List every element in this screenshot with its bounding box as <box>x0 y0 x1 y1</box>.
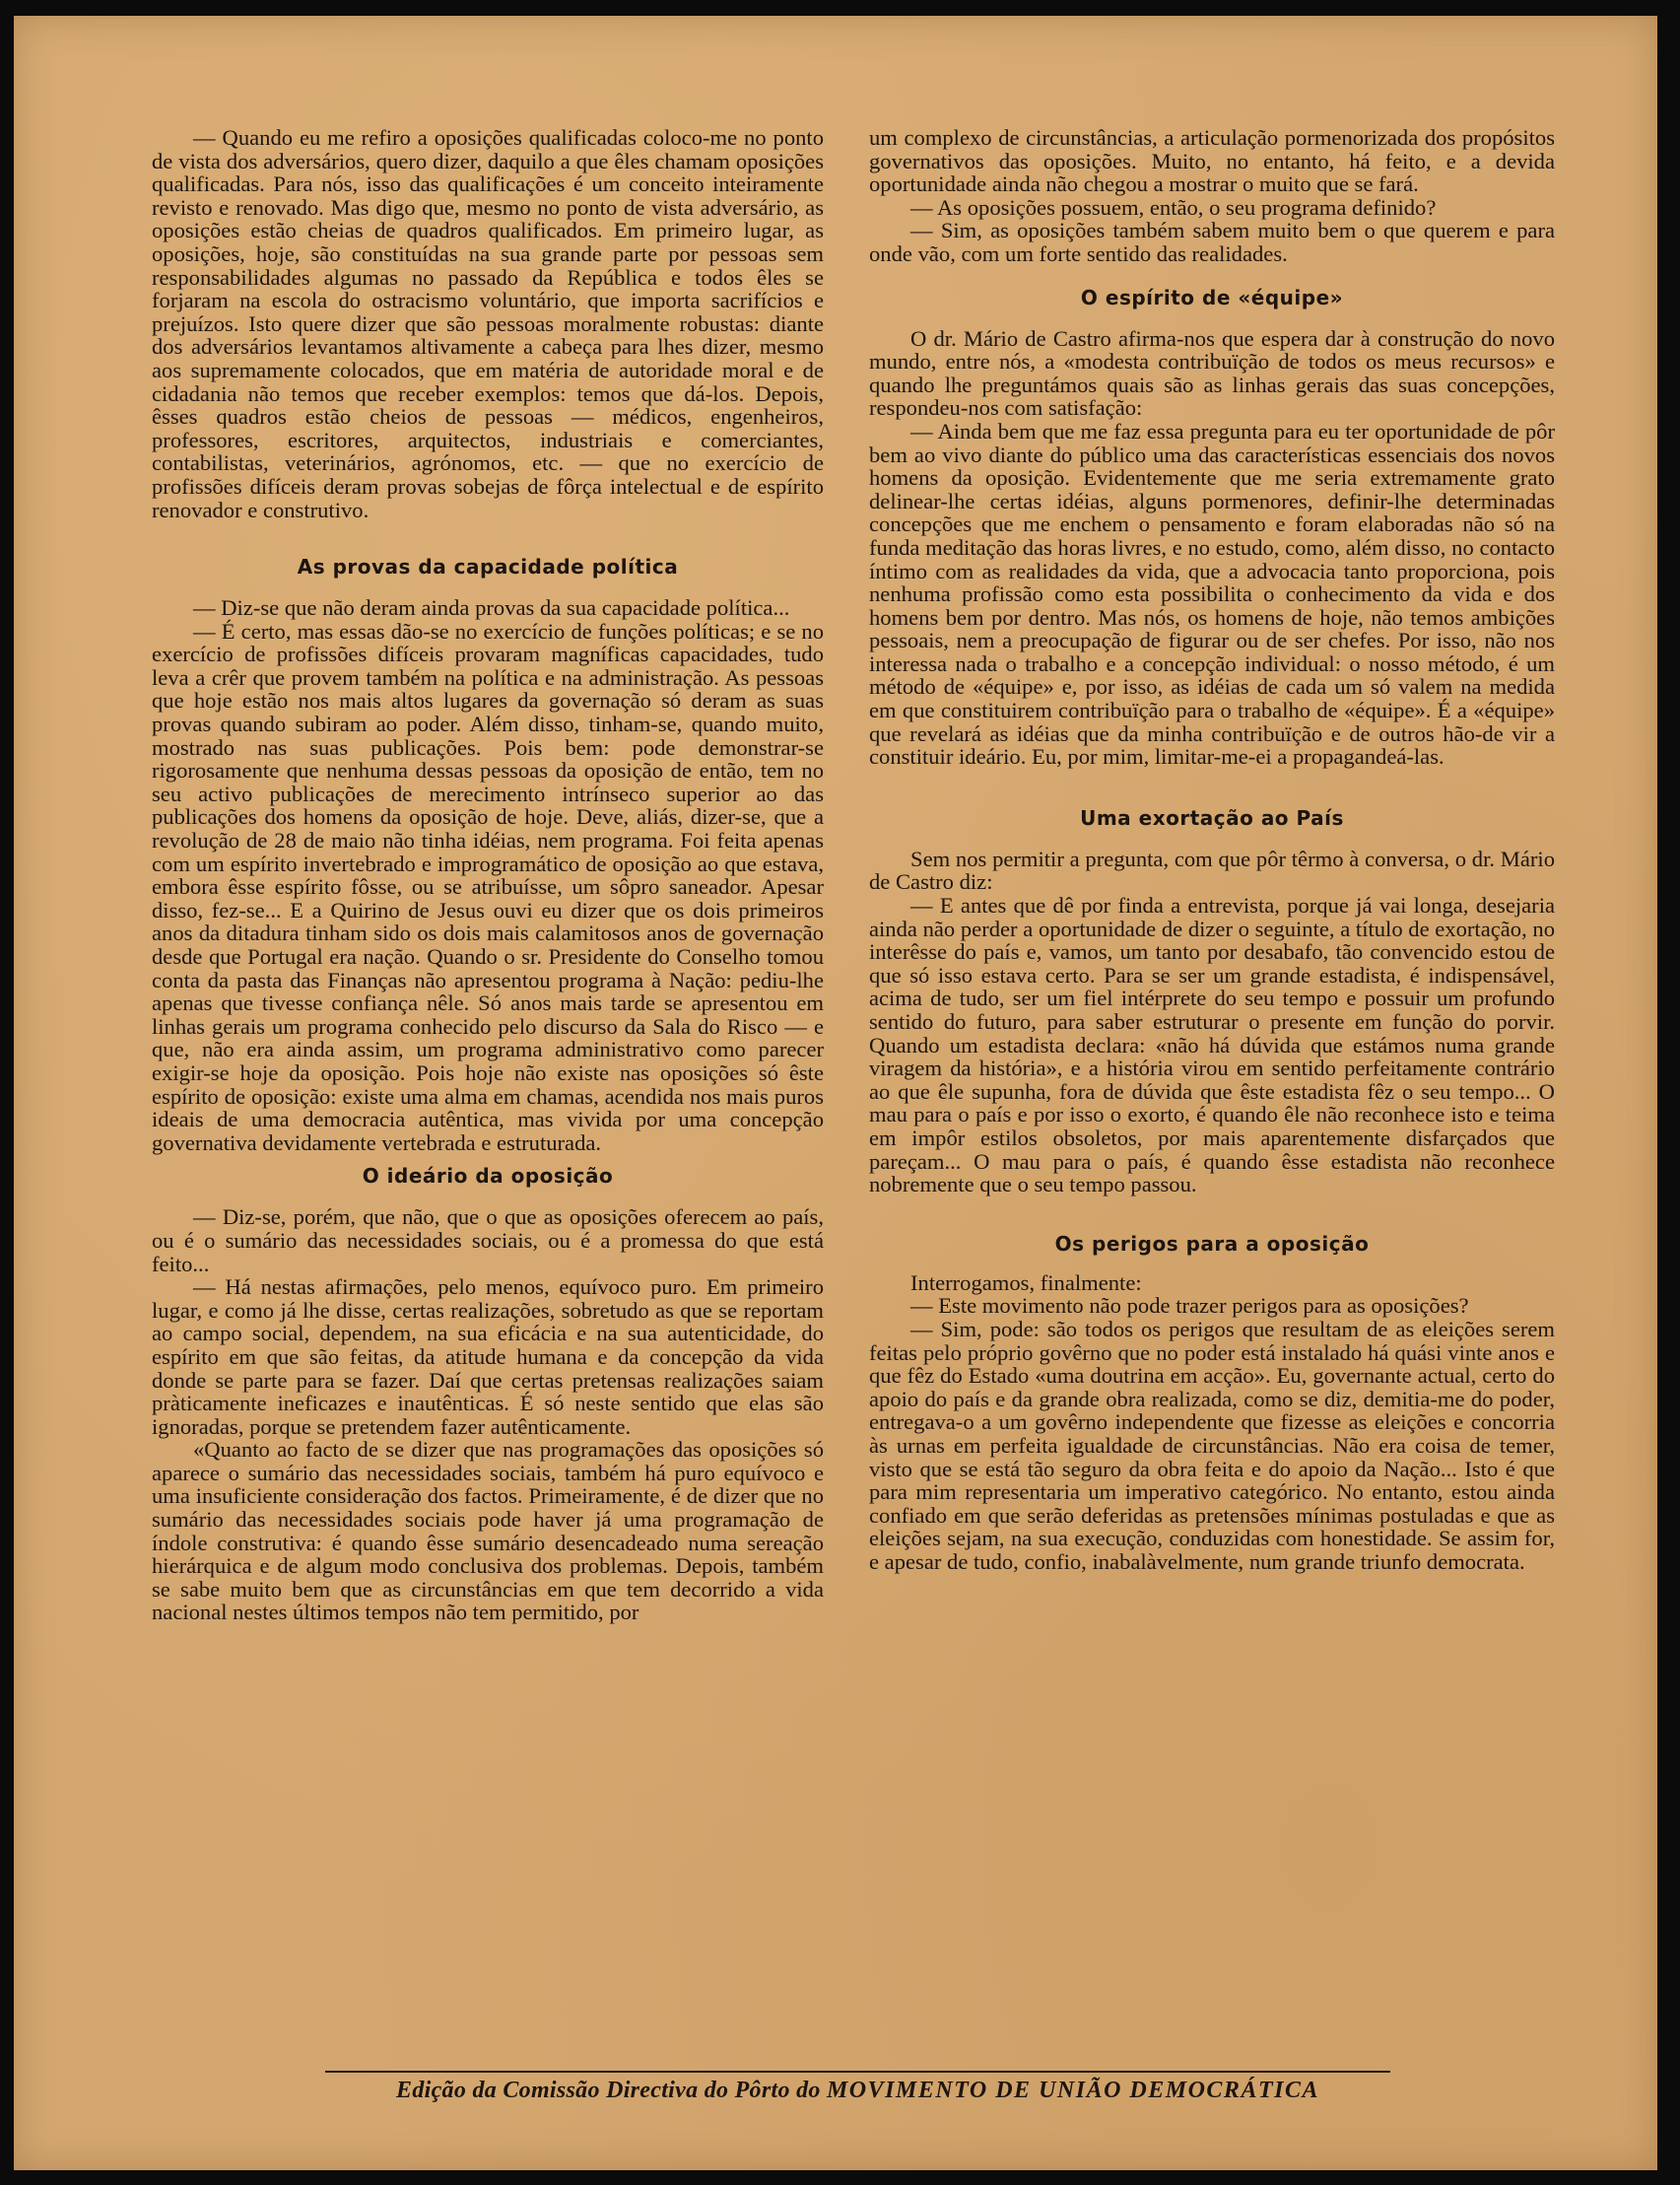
footer-prefix: Edição da Comissão Directiva do Pôrto do <box>396 2078 827 2103</box>
left-column <box>152 126 824 1624</box>
section-heading: Os perigos para a oposição <box>1054 1231 1370 1256</box>
footer-imprint <box>325 2078 1390 2104</box>
paragraph: — Este movimento não pode trazer perigos para as oposições? <box>910 1293 1469 1319</box>
section-heading: O ideário da oposição <box>362 1164 614 1189</box>
paragraph: — Quando eu me refiro a oposições qualificadas coloco-me no ponto de vista dos adversários, quero dizer, daquilo a que êles chamam oposições qualificadas. Para nós, isso das qualificações é um conceito inteiramente revisto e renovado. Mas digo que, mesmo no ponto de vista adversário, as oposições estão cheias de quadros qualificados. Em primeiro lugar, as oposições, hoje, são constituídas na sua grande parte por pessoas sem responsabilidades algumas no passado da República e todos êles se forjaram na escola do ostracismo voluntário, que importa sacrifícios e prejuízos. Isto quere dizer que são pessoas moralmente robustas: diante dos adversários levantamos altivamente a cabeça para lhes dizer, mesmo aos supremamente colocados, que em matéria de autoridade moral e de cidadania não temos que receber exemplos: temos que dá-los. Depois, êsses quadros estão cheios de pessoas — médicos, engenheiros, professores, escritores, arquitectos, industriais e comerciantes, contabilistas, veterinários, agrónomos, etc. — que no exercício de profissões difíceis deram provas sobejas de fôrça intelectual e de espírito renovador e construtivo. <box>152 125 824 522</box>
section-heading: As provas da capacidade política <box>297 555 679 580</box>
paragraph: — Diz-se que não deram ainda provas da sua capacidade política... <box>193 595 790 621</box>
document-page <box>14 16 1657 2170</box>
paragraph: Sem nos permitir a pregunta, com que pôr têrmo à conversa, o dr. Mário de Castro diz: <box>869 846 1555 895</box>
paragraph: — E antes que dê por finda a entrevista, porque já vai longa, desejaria ainda não perder a oportunidade de dizer o seguinte, a título de exortação, no interêsse do país e, vamos, um tanto por desabafo, tão convencido estou de que só isso estava certo. Para se ser um grande estadista, é indispensável, acima de tudo, ser um fiel intérprete do seu tempo e possuir um profundo sentido do futuro, para saber estruturar o presente em função do porvir. Quando um estadista declara: «não há dúvida que estámos numa grande viragem da história», e a história virou em sentido perfeitamente contrário ao que êle supunha, fora de dúvida que êste estadista fêz o seu tempo... O mau para o país e por isso o exorto, é quando êle não reconhece isto e teima em impôr estilos obsoletos, por mais aparentemente disfarçados que pareçam... O mau para o país, é quando êsse estadista não reconhece nobremente que o seu tempo passou. <box>869 893 1555 1197</box>
paragraph: Interrogamos, finalmente: <box>910 1269 1142 1295</box>
section-heading: Uma exortação ao País <box>1080 805 1344 830</box>
paragraph: — Sim, pode: são todos os perigos que resultam de as eleições serem feitas pelo próprio govêrno que no poder está instalado há quási vinte anos e que fêz do Estado «uma doutrina em acção». Eu, governante actual, certo do apoio do país e da grande obra realizada, como se diz, demitia-me do poder, entregava-o a um govêrno independente que fizesse as eleições e concorria às urnas em perfeita igualdade de circunstâncias. Não era coisa de temer, visto que se está tão seguro da obra feita e do apoio da Nação... Isto é que para mim representaria um imperativo categórico. No entanto, estou ainda confiado em que serão deferidas as pretensões mínimas postuladas e que as eleições sejam, na sua execução, conduzidas com honestidade. Se assim for, e apesar de tudo, confio, inabalàvelmente, num grande triunfo democrata. <box>869 1316 1555 1574</box>
paragraph: — É certo, mas essas dão-se no exercício de funções políticas; e se no exercício de profissões difíceis provaram magníficas capacidades, tudo leva a crêr que provem também na política e na administração. As pessoas que hoje estão nos mais altos lugares da governação só deram as suas provas quando subiram ao poder. Além disso, tinham-se, quando muito, mostrado nas suas publicações. Pois bem: pode demonstrar-se rigorosamente que nenhuma dessas pessoas da oposição de então, tem no seu activo publicações de merecimento intrínseco superior ao das publicações dos homens da oposição de hoje. Deve, aliás, dizer-se, que a revolução de 28 de maio não tinha idéias, nem programa. Foi feita apenas com um espírito invertebrado e improgramático de oposição ao que estava, embora êsse espírito fôsse, ou se atribuísse, um sôpro saneador. Apesar disso, fez-se... E a Quirino de Jesus ouvi eu dizer que os dois primeiros anos da ditadura tinham sido os dois mais calamitosos anos de governação desde que Portugal era nação. Quando o sr. Presidente do Conselho tomou conta da pasta das Finanças não apresentou programa à Nação: pediu-lhe apenas que tivesse confiança nêle. Só anos mais tarde se apresentou em linhas gerais um programa conhecido pelo discurso da Sala do Risco — e que, não era ainda assim, um programa administrativo como parecer exigir-se hoje da oposição. Pois hoje não existe nas oposições só êste espírito de oposição: existe uma alma em chamas, acendida nos mais puros ideais de uma democracia autêntica, mas vivida por uma concepção governativa devidamente vertebrada e estruturada. <box>152 618 824 1155</box>
paragraph: — Diz-se, porém, que não, que o que as oposições oferecem ao país, ou é o sumário das necessidades sociais, ou é a promessa do que está feito... <box>152 1204 824 1276</box>
right-column <box>869 126 1555 1573</box>
paragraph: «Quanto ao facto de se dizer que nas programações das oposições só aparece o sumário das necessidades sociais, também há puro equívoco e uma insuficiente consideração dos factos. Primeiramente, é de dizer que no sumário das necessidades sociais pode haver já uma programação de índole construtiva: é quando êsse sumário desencadeado numa sereação hierárquica e de algum modo conclusiva dos problemas. Depois, também se sabe muito bem que as circunstâncias em que tem decorrido a vida nacional nestes últimos tempos não tem permitido, por <box>152 1437 824 1625</box>
paragraph: — Há nestas afirmações, pelo menos, equívoco puro. Em primeiro lugar, e como já lhe disse, certas realizações, sobretudo as que se reportam ao campo social, dependem, na sua eficácia e na sua autenticidade, do espírito em que são feitas, da atitude humana e da concepção da vida donde se parte para se fazer. Daí que certas pretensas realizações saiam pràticamente ineficazes e inautênticas. É só neste sentido que elas são ignoradas, porque se pretendem fazer autênticamente. <box>152 1274 824 1439</box>
paragraph: — Sim, as oposições também sabem muito bem o que querem e para onde vão, com um forte sentido das realidades. <box>869 218 1555 266</box>
paragraph: um complexo de circunstâncias, a articulação pormenorizada dos propósitos governativos das oposições. Muito, no entanto, há feito, e a devida oportunidade ainda não chegou a mostrar o muito que se fará. <box>869 125 1555 197</box>
footer-organization: MOVIMENTO DE UNIÃO DEMOCRÁTICA <box>826 2078 1319 2103</box>
paragraph: — Ainda bem que me faz essa pregunta para eu ter oportunidade de pôr bem ao vivo diante do público uma das características essenciais dos novos homens da oposição. Evidentemente que me seria extremamente grato delinear-lhe certas idéias, alguns pormenores, definir-lhe determinadas concepções que me enchem o pensamento e foram elaboradas não só na funda meditação das horas livres, e no estudo, como, além disso, no contacto íntimo com as realidades da vida, que a advocacia tanto proporciona, pois nenhuma profissão como esta possibilita o conhecimento da vida e dos homens bem por dentro. Mas nós, os homens de hoje, não temos ambições pessoais, nem a preocupação de figurar ou de ser chefes. Por isso, não nos interessa nada o trabalho e a concepção individual: o nosso método, é um método de «équipe» e, por isso, as idéias de cada um só valem na medida em que constituirem contribuïção para o trabalho de «équipe». É a «équipe» que revelará as idéias que da minha contribuïção e de outros hão-de vir a constituir ideário. Eu, por mim, limitar-me-ei a propagandeá-las. <box>869 418 1555 770</box>
paragraph: O dr. Mário de Castro afirma-nos que espera dar à construção do novo mundo, entre nós, a «modesta contribuïção de todos os meus recursos» e quando lhe preguntámos quais são as linhas gerais das suas concepções, respondeu-nos com satisfação: <box>869 325 1555 421</box>
footer-rule <box>325 2071 1390 2073</box>
paragraph: — As oposições possuem, então, o seu programa definido? <box>910 194 1437 220</box>
section-heading: O espírito de «équipe» <box>1080 285 1344 309</box>
